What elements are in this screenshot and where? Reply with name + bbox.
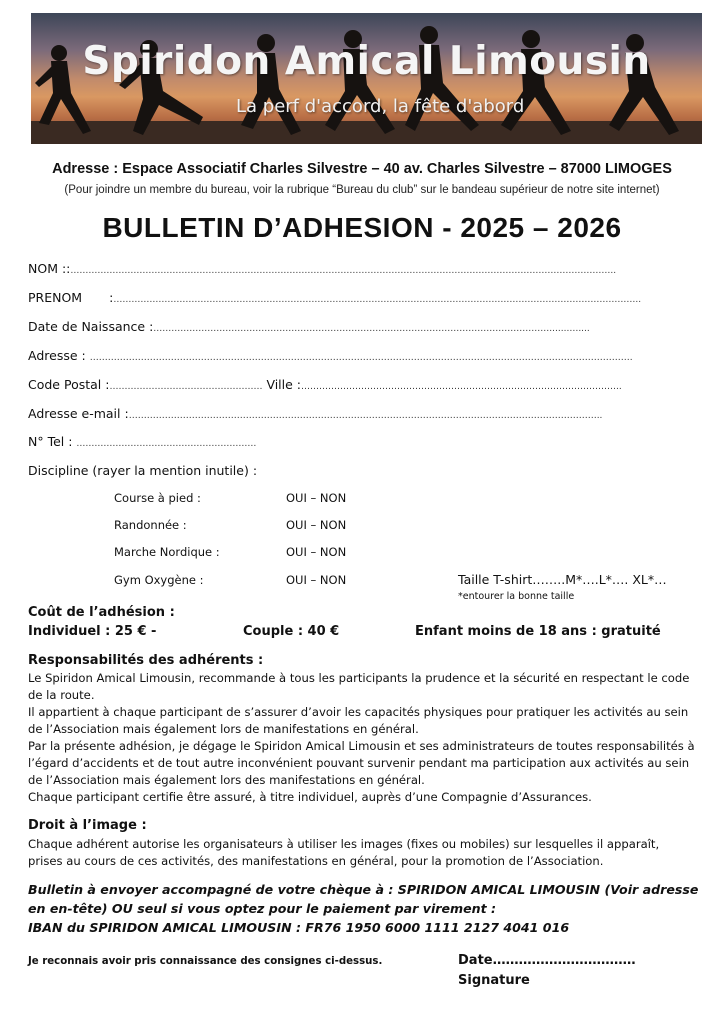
field-prenom-sep: :: [109, 290, 114, 305]
discipline-marche-choice[interactable]: OUI – NON: [286, 545, 347, 559]
field-code-postal-ville[interactable]: Code Postal :…………………………………………… Ville :……………………………………………………………………………………………..: [28, 377, 622, 392]
acknowledgement: Je reconnais avoir pris connaissance des consignes ci-dessus.: [28, 956, 383, 967]
discipline-label: Discipline (rayer la mention inutile) :: [28, 463, 258, 478]
responsibilities-paragraph: Par la présente adhésion, je dégage le Spiridon Amical Limousin et ses administrateurs de toutes responsabilités à l’égard d’accidents et de tout autre inconvénient pouvant survenir pendant ma participation aux activités au sein de l’Association mais également lors des manifestations en général.: [28, 739, 695, 787]
responsibilities-text: [28, 670, 696, 806]
cost-individual: Individuel : 25 € -: [28, 624, 157, 639]
signature-field[interactable]: Signature: [458, 973, 530, 988]
field-date-naissance-label: Date de Naissance :: [28, 319, 154, 334]
field-nom-label: NOM ::: [28, 261, 71, 276]
club-name-heading: Spiridon Amical Limousin: [82, 39, 651, 84]
field-ville-label: Ville :: [266, 377, 302, 392]
payment-instructions: Bulletin à envoyer accompagné de votre chèque à : SPIRIDON AMICAL LIMOUSIN (Voir adresse en en-tête) OU seul si vous optez pour le paiement par virement :: [28, 882, 699, 916]
field-prenom[interactable]: PRENOM :…………………………………………………………………………………………………………………………………………………………..: [28, 290, 642, 305]
cost-heading: Coût de l’adhésion :: [28, 605, 175, 620]
responsibilities-paragraph: Chaque participant certifie être assuré, à titre individuel, auprès d’une Compagnie d’Assurances.: [28, 790, 592, 804]
field-tel-label: N° Tel :: [28, 434, 73, 449]
field-prenom-label: PRENOM: [28, 290, 83, 305]
discipline-randonnee-choice[interactable]: OUI – NON: [286, 518, 347, 532]
field-tel[interactable]: N° Tel : ……………………………………………………: [28, 434, 257, 449]
image-rights-heading: Droit à l’image :: [28, 818, 147, 833]
field-code-postal-label: Code Postal :: [28, 377, 110, 392]
field-email-label: Adresse e-mail :: [28, 406, 129, 421]
field-date-naissance[interactable]: Date de Naissance :…………………………………………………………………………………………………………………….......…....: [28, 319, 590, 334]
page-title: BULLETIN D’ADHESION - 2025 – 2026: [102, 212, 622, 243]
discipline-gym-choice[interactable]: OUI – NON: [286, 573, 347, 587]
field-adresse-label: Adresse :: [28, 348, 86, 363]
address-note: (Pour joindre un membre du bureau, voir la rubrique “Bureau du club” sur le bandeau supérieur de notre site internet): [64, 184, 660, 196]
cost-child: Enfant moins de 18 ans : gratuité: [415, 624, 661, 639]
responsibilities-paragraph: Le Spiridon Amical Limousin, recommande à tous les participants la prudence et la sécurité en respectant le code de la route.: [28, 671, 690, 702]
discipline-marche-label: Marche Nordique :: [114, 545, 220, 559]
responsibilities-heading: Responsabilités des adhérents :: [28, 653, 264, 668]
tshirt-note: *entourer la bonne taille: [458, 591, 575, 602]
field-nom[interactable]: NOM ::………………………………………………………………………………………………………………………………………………………………..: [28, 261, 617, 276]
field-email[interactable]: Adresse e-mail :…………………………………………………………………………………………………………………………………………..: [28, 406, 603, 421]
cost-couple: Couple : 40 €: [243, 624, 340, 639]
discipline-gym-label: Gym Oxygène :: [114, 573, 204, 587]
field-adresse[interactable]: Adresse : ……………………………………………………………………………………………………………………………………………………………….: [28, 348, 633, 363]
iban-line: IBAN du SPIRIDON AMICAL LIMOUSIN : FR76 1950 6000 1111 2127 4041 016: [28, 920, 570, 935]
discipline-course-label: Course à pied :: [114, 491, 201, 505]
club-slogan: La perf d'accord, la fête d'abord: [236, 96, 525, 117]
club-address: Adresse : Espace Associatif Charles Silvestre – 40 av. Charles Silvestre – 87000 LIMOGES: [52, 161, 672, 177]
image-rights-text: Chaque adhérent autorise les organisateurs à utiliser les images (fixes ou mobiles) sur lesquelles il apparaît, prises au cours de ces activités, des manifestations en général, pour la promotion de l’Association.: [28, 837, 660, 868]
discipline-randonnee-label: Randonnée :: [114, 518, 187, 532]
responsibilities-paragraph: Il appartient à chaque participant de s’assurer d’avoir les capacités physiques pour pratiquer les activités au sein de l’Association mais également lors de manifestations en général.: [28, 705, 689, 736]
header-banner: [31, 13, 702, 144]
discipline-course-choice[interactable]: OUI – NON: [286, 491, 347, 505]
date-field[interactable]: Date……………………………: [458, 953, 636, 968]
tshirt-size-field[interactable]: Taille T-shirt……..M*….L*…. XL*…: [458, 572, 667, 587]
